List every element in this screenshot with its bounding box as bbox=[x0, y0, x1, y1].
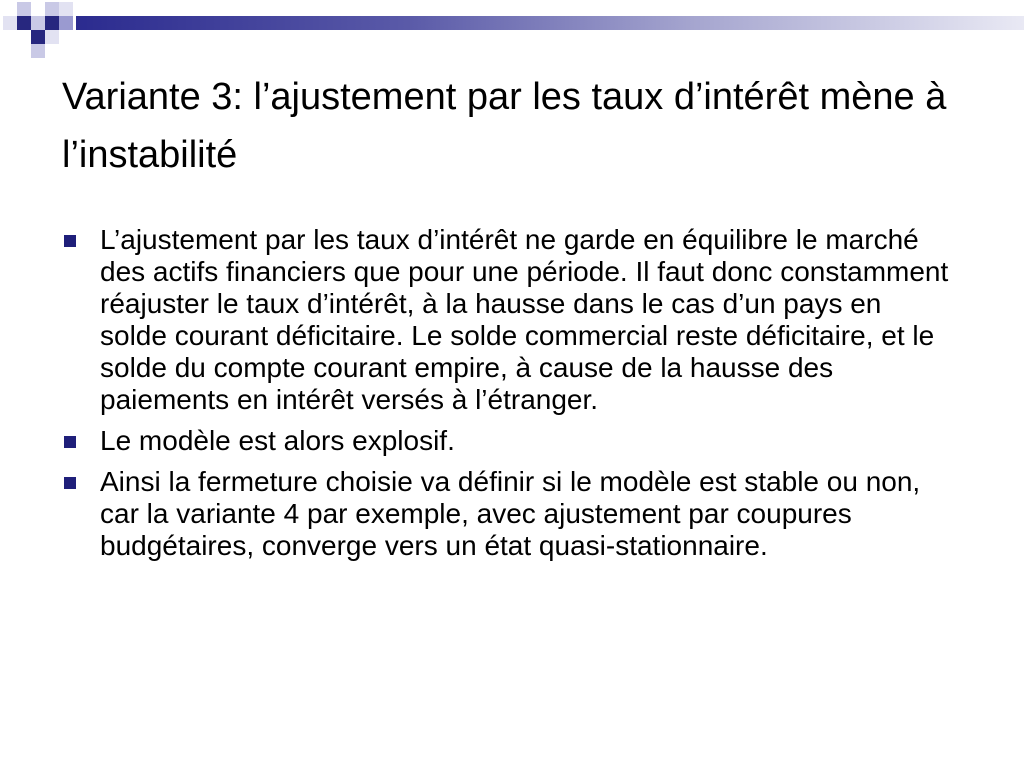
slide-title: Variante 3: l’ajustement par les taux d’intérêt mène à l’instabilité bbox=[62, 76, 947, 176]
decor-square bbox=[45, 30, 59, 44]
decor-square bbox=[31, 30, 45, 44]
header-gradient-bar bbox=[76, 16, 1024, 30]
decor-square bbox=[59, 2, 73, 16]
bullet-text: L’ajustement par les taux d’intérêt ne garde en équilibre le marché des actifs financiers que pour une période. Il faut donc constamment réajuster le taux d’intérêt, à la hausse dans le cas d’un pays en solde courant déficitaire. Le solde commercial reste déficitaire, et le solde du compte courant empire, à cause de la hausse des paiements en intérêt versés à l’étranger. bbox=[100, 224, 949, 415]
bullet-item bbox=[62, 224, 952, 416]
square-bullet-icon bbox=[64, 436, 76, 448]
square-bullet-icon bbox=[64, 235, 76, 247]
decor-square bbox=[17, 2, 31, 16]
bullet-text: Le modèle est alors explosif. bbox=[100, 425, 455, 456]
decor-square bbox=[45, 2, 59, 16]
decor-square bbox=[31, 44, 45, 58]
bullet-list bbox=[62, 224, 952, 571]
decor-square bbox=[3, 16, 17, 30]
square-bullet-icon bbox=[64, 477, 76, 489]
decor-square bbox=[31, 16, 45, 30]
bullet-text: Ainsi la fermeture choisie va définir si le modèle est stable ou non, car la variante 4 par exemple, avec ajustement par coupures budgétaires, converge vers un état quasi-stationnaire. bbox=[100, 466, 921, 561]
bullet-item bbox=[62, 425, 952, 457]
bullet-item bbox=[62, 466, 952, 562]
decor-square bbox=[59, 16, 73, 30]
decor-square bbox=[17, 16, 31, 30]
decor-square bbox=[45, 16, 59, 30]
